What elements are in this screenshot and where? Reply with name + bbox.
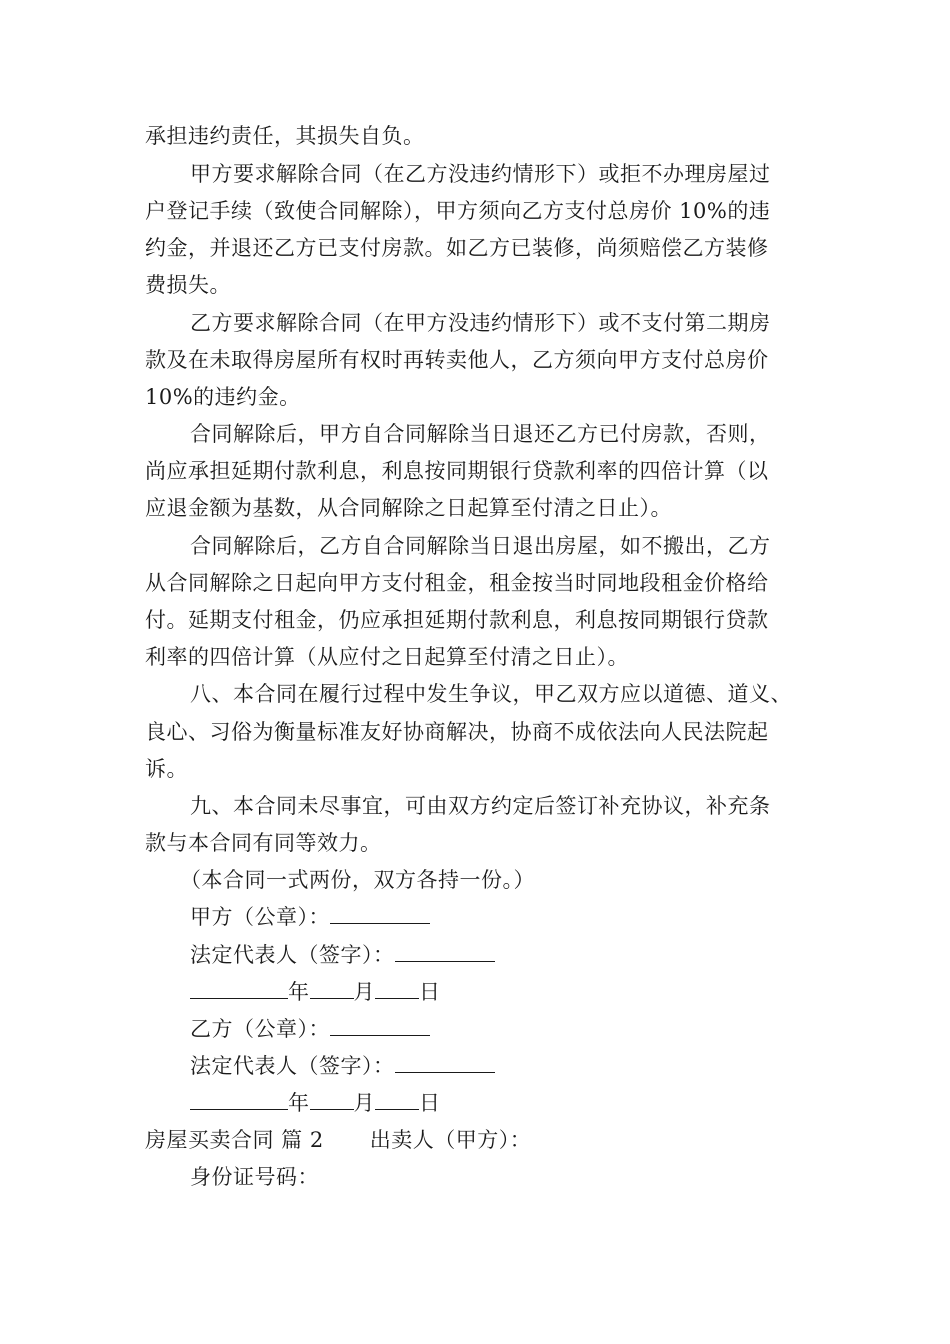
day-label: 日 bbox=[419, 980, 441, 1004]
section-2-heading-line bbox=[145, 1126, 531, 1154]
paragraph-line: （本合同一式两份，双方各持一份。） bbox=[180, 868, 535, 892]
year-blank[interactable] bbox=[190, 978, 288, 999]
month-label: 月 bbox=[353, 980, 375, 1004]
rep-a-label: 法定代表人（签字）： bbox=[190, 943, 395, 967]
day-label: 日 bbox=[419, 1091, 441, 1115]
paragraph-line: 10%的违约金。 bbox=[145, 385, 301, 409]
paragraph-line: 应退金额为基数，从合同解除之日起算至付清之日止）。 bbox=[145, 496, 672, 520]
paragraph-line: 付。延期支付租金，仍应承担延期付款利息，利息按同期银行贷款 bbox=[145, 608, 769, 632]
day-blank[interactable] bbox=[375, 1089, 419, 1110]
paragraph-line: 八、本合同在履行过程中发生争议，甲乙双方应以道德、道义、 bbox=[190, 682, 792, 706]
id-number-line: 身份证号码： bbox=[190, 1165, 319, 1189]
party-b-seal-line bbox=[190, 1015, 430, 1043]
paragraph-line: 款与本合同有同等效力。 bbox=[145, 831, 382, 855]
party-b-label: 乙方（公章）： bbox=[190, 1017, 330, 1041]
rep-b-label: 法定代表人（签字）： bbox=[190, 1054, 395, 1078]
section-2-title: 房屋买卖合同 篇 2 bbox=[145, 1128, 324, 1152]
year-blank[interactable] bbox=[190, 1089, 288, 1110]
rep-a-sign-line bbox=[190, 941, 495, 969]
paragraph-line: 承担违约责任，其损失自负。 bbox=[145, 124, 425, 148]
rep-a-blank[interactable] bbox=[395, 941, 495, 962]
paragraph-line: 款及在未取得房屋所有权时再转卖他人，乙方须向甲方支付总房价 bbox=[145, 348, 769, 372]
year-label: 年 bbox=[288, 1091, 310, 1115]
party-a-label: 甲方（公章）： bbox=[190, 905, 330, 929]
year-label: 年 bbox=[288, 980, 310, 1004]
paragraph-line: 费损失。 bbox=[145, 273, 231, 297]
paragraph-line: 户登记手续（致使合同解除），甲方须向乙方支付总房价 10%的违 bbox=[145, 199, 771, 223]
month-blank[interactable] bbox=[310, 1089, 354, 1110]
date-a-line bbox=[190, 978, 441, 1006]
paragraph-line: 尚应承担延期付款利息，利息按同期银行贷款利率的四倍计算（以 bbox=[145, 459, 769, 483]
month-label: 月 bbox=[353, 1091, 375, 1115]
paragraph-line: 合同解除后，甲方自合同解除当日退还乙方已付房款，否则， bbox=[190, 422, 771, 446]
seller-label: 出卖人（甲方）： bbox=[369, 1128, 532, 1152]
party-b-blank[interactable] bbox=[330, 1015, 430, 1036]
paragraph-line: 诉。 bbox=[145, 757, 188, 781]
paragraph-line: 合同解除后，乙方自合同解除当日退出房屋，如不搬出，乙方 bbox=[190, 534, 771, 558]
paragraph-line: 约金，并退还乙方已支付房款。如乙方已装修，尚须赔偿乙方装修 bbox=[145, 236, 769, 260]
rep-b-sign-line bbox=[190, 1052, 495, 1080]
party-a-seal-line bbox=[190, 903, 430, 931]
month-blank[interactable] bbox=[310, 978, 354, 999]
paragraph-line: 九、本合同未尽事宜，可由双方约定后签订补充协议，补充条 bbox=[190, 794, 771, 818]
paragraph-line: 利率的四倍计算（从应付之日起算至付清之日止）。 bbox=[145, 645, 629, 669]
paragraph-line: 甲方要求解除合同（在乙方没违约情形下）或拒不办理房屋过 bbox=[190, 162, 771, 186]
paragraph-line: 良心、习俗为衡量标准友好协商解决，协商不成依法向人民法院起 bbox=[145, 720, 769, 744]
party-a-blank[interactable] bbox=[330, 903, 430, 924]
paragraph-line: 从合同解除之日起向甲方支付租金，租金按当时同地段租金价格给 bbox=[145, 571, 769, 595]
paragraph-line: 乙方要求解除合同（在甲方没违约情形下）或不支付第二期房 bbox=[190, 311, 771, 335]
day-blank[interactable] bbox=[375, 978, 419, 999]
date-b-line bbox=[190, 1089, 441, 1117]
rep-b-blank[interactable] bbox=[395, 1052, 495, 1073]
